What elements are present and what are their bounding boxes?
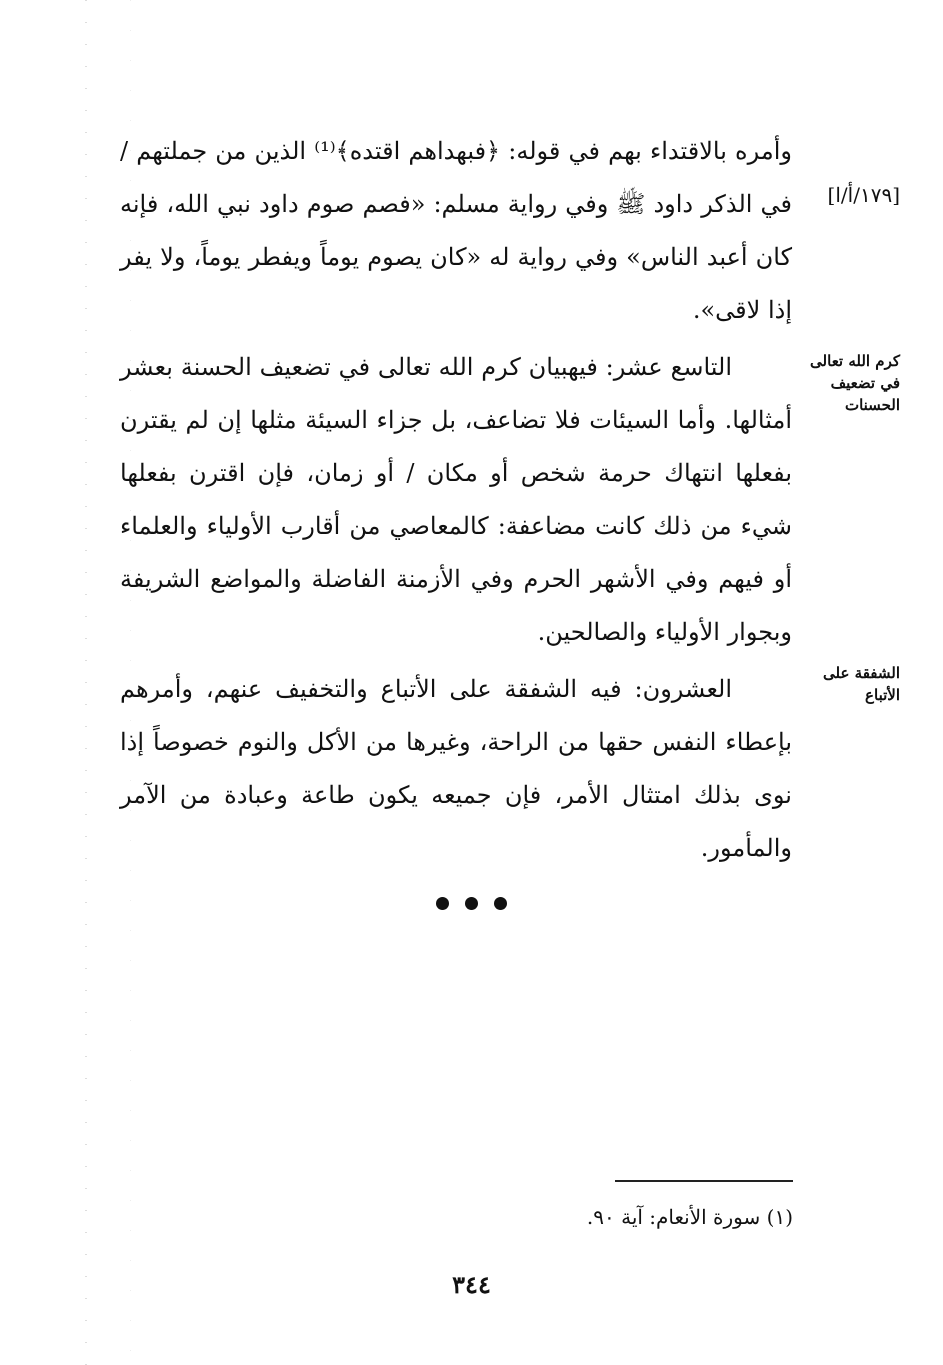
- scan-artifact: [85, 0, 87, 1365]
- separator-dot: [436, 897, 449, 910]
- separator-dot: [465, 897, 478, 910]
- separator-dot: [494, 897, 507, 910]
- footnote-rule: [615, 1180, 793, 1182]
- paragraph: وأمره بالاقتداء بهم في قوله: ﴿فبهداهم اقتده﴾⁽¹⁾ الذين من جملتهم / في الذكر داود ﷺ وفي رواية مسلم: «فصم صوم داود نبي الله، فإنه كان أعبد الناس» وفي رواية له «كان يصوم يوماً ويفطر يوماً، ولا يفر إذا لاقى».: [120, 137, 792, 324]
- manuscript-reference: [١٧٩/أ/ا]: [827, 183, 900, 207]
- section-separator: [0, 895, 943, 914]
- margin-note-generosity: كرم الله تعالى في تضعيف الحسنات: [810, 352, 900, 414]
- footnote: (١) سورة الأنعام: آية ٩٠.: [586, 1205, 793, 1229]
- main-text: [120, 125, 792, 879]
- paragraph: العشرون: فيه الشفقة على الأتباع والتخفيف عنهم، وأمرهم بإعطاء النفس حقها من الراحة، وغيرها من الأكل والنوم خصوصاً إذا نوى بذلك امتثال الأمر، فإن جميعه يكون طاعة وعبادة من الآمر والمأمور.: [120, 675, 792, 862]
- margin-note-compassion: الشفقة على الأتباع: [823, 664, 900, 704]
- page-number: ٣٤٤: [452, 1270, 491, 1299]
- paragraph: التاسع عشر: فيهبيان كرم الله تعالى في تضعيف الحسنة بعشر أمثالها. وأما السيئات فلا تضاعف، بل جزاء السيئة مثلها إن لم يقترن بفعلها انتهاك حرمة شخص أو مكان / أو زمان، فإن اقترن بفعلها شيء من ذلك كانت مضاعفة: كالمعاصي من أقارب الأولياء والعلماء أو فيهم وفي الأشهر الحرم وفي الأزمنة الفاضلة والمواضع الشريفة وبجوار الأولياء والصالحين.: [120, 353, 793, 646]
